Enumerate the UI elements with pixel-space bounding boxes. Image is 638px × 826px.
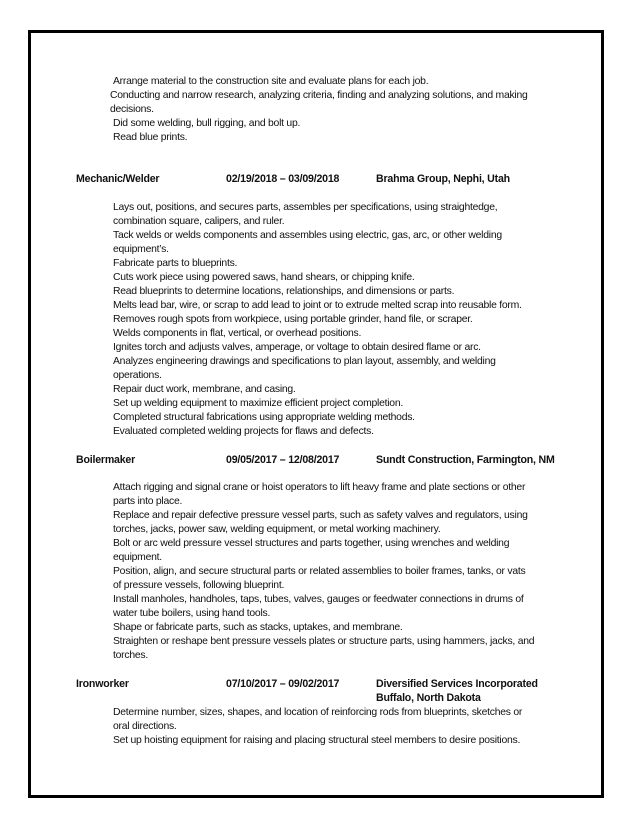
duty-line: water tube boilers, using hand tools. (113, 608, 271, 619)
job-dates: 07/10/2017 – 09/02/2017 (226, 678, 340, 690)
job-employer: Diversified Services Incorporated (376, 678, 538, 690)
duty-line: Analyzes engineering drawings and specifications to plan layout, assembly, and welding (113, 356, 496, 367)
duty-line: equipment’s. (113, 244, 169, 255)
duty-line: operations. (113, 370, 162, 381)
duty-line: Ignites torch and adjusts valves, amperage, or voltage to obtain desired flame or arc. (113, 342, 481, 353)
duty-line: Did some welding, bull rigging, and bolt up. (113, 118, 301, 129)
duty-line: equipment. (113, 552, 162, 563)
job-title: Ironworker (76, 678, 129, 690)
duty-line: Removes rough spots from workpiece, using portable grinder, hand file, or scraper. (113, 314, 473, 325)
duty-line: Completed structural fabrications using appropriate welding methods. (113, 412, 415, 423)
duty-line: Read blue prints. (113, 132, 188, 143)
job-title: Boilermaker (76, 454, 136, 466)
duty-line: Position, align, and secure structural parts or related assemblies to boiler frames, tanks, or vats (113, 566, 526, 577)
duty-line: Evaluated completed welding projects for flaws and defects. (113, 426, 374, 437)
duty-line: Install manholes, handholes, taps, tubes, valves, gauges or feedwater connections in drums of (113, 594, 524, 605)
duty-line: Lays out, positions, and secures parts, assembles per specifications, using straightedge, (113, 202, 498, 213)
duty-line: Straighten or reshape bent pressure vessels plates or structure parts, using hammers, jacks, and (113, 636, 535, 647)
duty-line: oral directions. (113, 721, 177, 732)
job-employer: Brahma Group, Nephi, Utah (376, 173, 510, 185)
duty-line: Conducting and narrow research, analyzing criteria, finding and analyzing solutions, and making (110, 90, 528, 101)
duty-line: Shape or fabricate parts, such as stacks, uptakes, and membrane. (113, 622, 403, 633)
duty-line: Repair duct work, membrane, and casing. (113, 384, 296, 395)
job-employer: Sundt Construction, Farmington, NM (376, 454, 555, 466)
duty-line: Read blueprints to determine locations, relationships, and dimensions or parts. (113, 286, 455, 297)
duty-line: Cuts work piece using powered saws, hand shears, or chipping knife. (113, 272, 415, 283)
duty-line: Replace and repair defective pressure vessel parts, such as safety valves and regulators, using (113, 510, 528, 521)
duty-line: of pressure vessels, following blueprint. (113, 580, 285, 591)
duty-line: Tack welds or welds components and assembles using electric, gas, arc, or other welding (113, 230, 502, 241)
job-dates: 09/05/2017 – 12/08/2017 (226, 454, 340, 466)
duty-line: Determine number, sizes, shapes, and location of reinforcing rods from blueprints, sketches or (113, 707, 523, 718)
duty-line: Set up welding equipment to maximize efficient project completion. (113, 398, 403, 409)
duty-line: Attach rigging and signal crane or hoist operators to lift heavy frame and plate sections or other (113, 482, 526, 493)
duty-line: combination square, calipers, and ruler. (113, 216, 285, 227)
duty-line: torches. (113, 650, 148, 661)
duty-line: parts into place. (113, 496, 183, 507)
duty-line: decisions. (110, 104, 154, 115)
duty-line: Arrange material to the construction site and evaluate plans for each job. (113, 76, 429, 87)
duty-line: Melts lead bar, wire, or scrap to add lead to joint or to extrude melted scrap into reusable form. (113, 300, 522, 311)
job-title: Mechanic/Welder (76, 173, 160, 185)
job-employer-location: Buffalo, North Dakota (376, 692, 481, 704)
duty-line: Bolt or arc weld pressure vessel structures and parts together, using wrenches and welding (113, 538, 510, 549)
duty-line: Welds components in flat, vertical, or overhead positions. (113, 328, 362, 339)
job-dates: 02/19/2018 – 03/09/2018 (226, 173, 340, 185)
duty-line: Fabricate parts to blueprints. (113, 258, 238, 269)
duty-line: torches, jacks, power saw, welding equipment, or metal working machinery. (113, 524, 441, 535)
duty-line: Set up hoisting equipment for raising and placing structural steel members to desire positions. (113, 735, 521, 746)
